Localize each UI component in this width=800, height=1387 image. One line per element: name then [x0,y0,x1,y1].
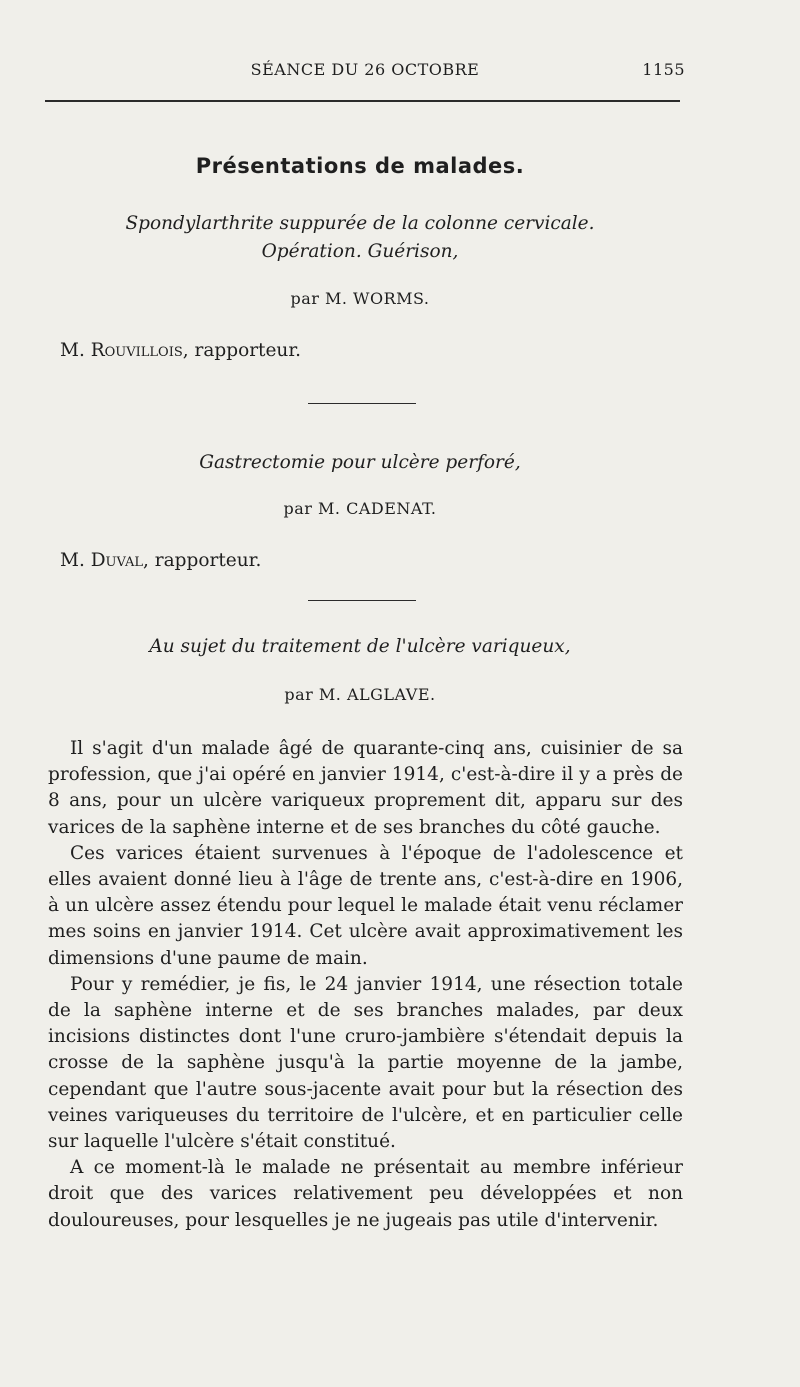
rapporteur-suffix: , rapporteur. [143,550,262,571]
rapporteur-name: Duval [90,550,144,571]
presentation-1-byline: par M. WORMS. [290,289,430,308]
rapporteur-prefix: M. [60,340,85,361]
presentation-2-title: Gastrectomie pour ulcère perforé, [199,452,521,473]
rapporteur-prefix: M. [60,550,85,571]
rapporteur-name: Rouvillois [90,340,183,361]
presentation-2-byline: par M. CADENAT. [283,499,437,518]
page-number: 1155 [642,60,685,79]
presentation-1-title-line1: Spondylarthrite suppurée de la colonne cervicale. [125,213,595,234]
running-header [45,60,685,86]
separator-rule [308,600,416,601]
running-title: SÉANCE DU 26 OCTOBRE [250,60,480,79]
presentation-3-title: Au sujet du traitement de l'ulcère variqueux, [149,636,571,657]
presentation-3-byline: par M. ALGLAVE. [284,685,436,704]
body-paragraph-4: A ce moment-là le malade ne présentait au membre inférieur droit que des varices relativement peu développées et non douloureuses, pour lesquelles je ne jugeais pas utile d'intervenir. [48,1157,683,1231]
rapporteur-suffix: , rapporteur. [182,340,302,361]
article-body [48,736,683,1234]
header-rule [45,100,680,102]
presentation-1-title-line2: Opération. Guérison, [261,241,459,262]
body-paragraph-1: Il s'agit d'un malade âgé de quarante-cinq ans, cuisinier de sa profession, que j'ai opéré en janvier 1914, c'est-à-dire il y a près de 8 ans, pour un ulcère variqueux proprement dit, apparu sur des varices de la saphène interne et de ses branches du côté gauche. [48,738,683,838]
section-title: Présentations de malades. [195,154,525,178]
presentation-1-rapporteur [60,340,301,361]
separator-rule [308,403,416,404]
body-paragraph-3: Pour y remédier, je fis, le 24 janvier 1914, une résection totale de la saphène interne et de ses branches malades, par deux incisions distinctes dont l'une cruro-jambière s'étendait depuis la crosse de la saphène jusqu'à la partie moyenne de la jambe, cependant que l'autre sous-jacente avait pour but la résection des veines variqueuses du territoire de l'ulcère, et en particulier celle sur laquelle l'ulcère s'était constitué. [48,973,683,1153]
body-paragraph-2: Ces varices étaient survenues à l'époque de l'adolescence et elles avaient donné lieu à l'âge de trente ans, c'est-à-dire en 1906, à un ulcère assez étendu pour lequel le malade était venu réclamer mes soins en janvier 1914. Cet ulcère avait approximativement les dimensions d'une paume de main. [48,842,683,969]
presentation-2-rapporteur [60,550,261,571]
